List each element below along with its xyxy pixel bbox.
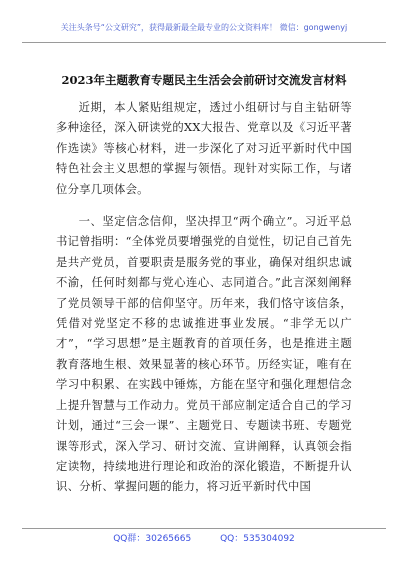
document-body [56, 98, 352, 498]
document-title: 2023年主题教育专题民主生活会会前研讨交流发言材料 [61, 73, 347, 87]
header-divider [22, 42, 386, 43]
body-paragraph-intro: 近期，本人紧贴组规定，透过小组研讨与自主钻研等多种途径，深入研读党的XX大报告、党章以及《习近平著作选读》等核心材料，进一步深化了对习近平新时代中国特色社会主义思想的掌握与领悟。现针对实际工作，与诸位分享几项体会。 [56, 101, 352, 196]
footer-qq-number: QQ：535304092 [220, 534, 295, 544]
body-paragraph-section-one: 一、坚定信念信仰，坚决捍卫“两个确立”。习近平总书记曾指明：“全体党员要增强党的自觉性，切记自己首先是共产党员，首要职责是服务党的事业，确保对组织忠诚不渝，任何时刻都与党心连心、志同道合。”此言深刻阐释了党员领导干部的信仰坚守。历年来，我们恪守该信条，凭借对党坚定不移的忠诚推进事业发展。“非学无以广才”，“学习思想”是主题教育的首项任务，也是推进主题教育落地生根、效果显著的核心环节。历经实证，唯有在学习中积累、在实践中锤炼，方能在坚守和强化理想信念上提升智慧与工作动力。党员干部应制定适合自己的学习计划，通过“三会一课”、主题党日、专题读书班、专题党课等形式，深入学习、研讨交流、宣讲阐释，认真领会指定读物，持续地进行理论和政治的深化锻造，不断提升认识、分析、掌握问题的能力，将习近平新时代中国 [56, 215, 352, 494]
header-banner: 关注头条号“公文研究”，获得最新最全最专业的公文资料库！ 微信：gongwenyj [60, 23, 348, 32]
footer-contact [20, 533, 388, 545]
footer-divider [22, 528, 386, 529]
footer-qq-group: QQ群：30265665 [113, 534, 192, 544]
